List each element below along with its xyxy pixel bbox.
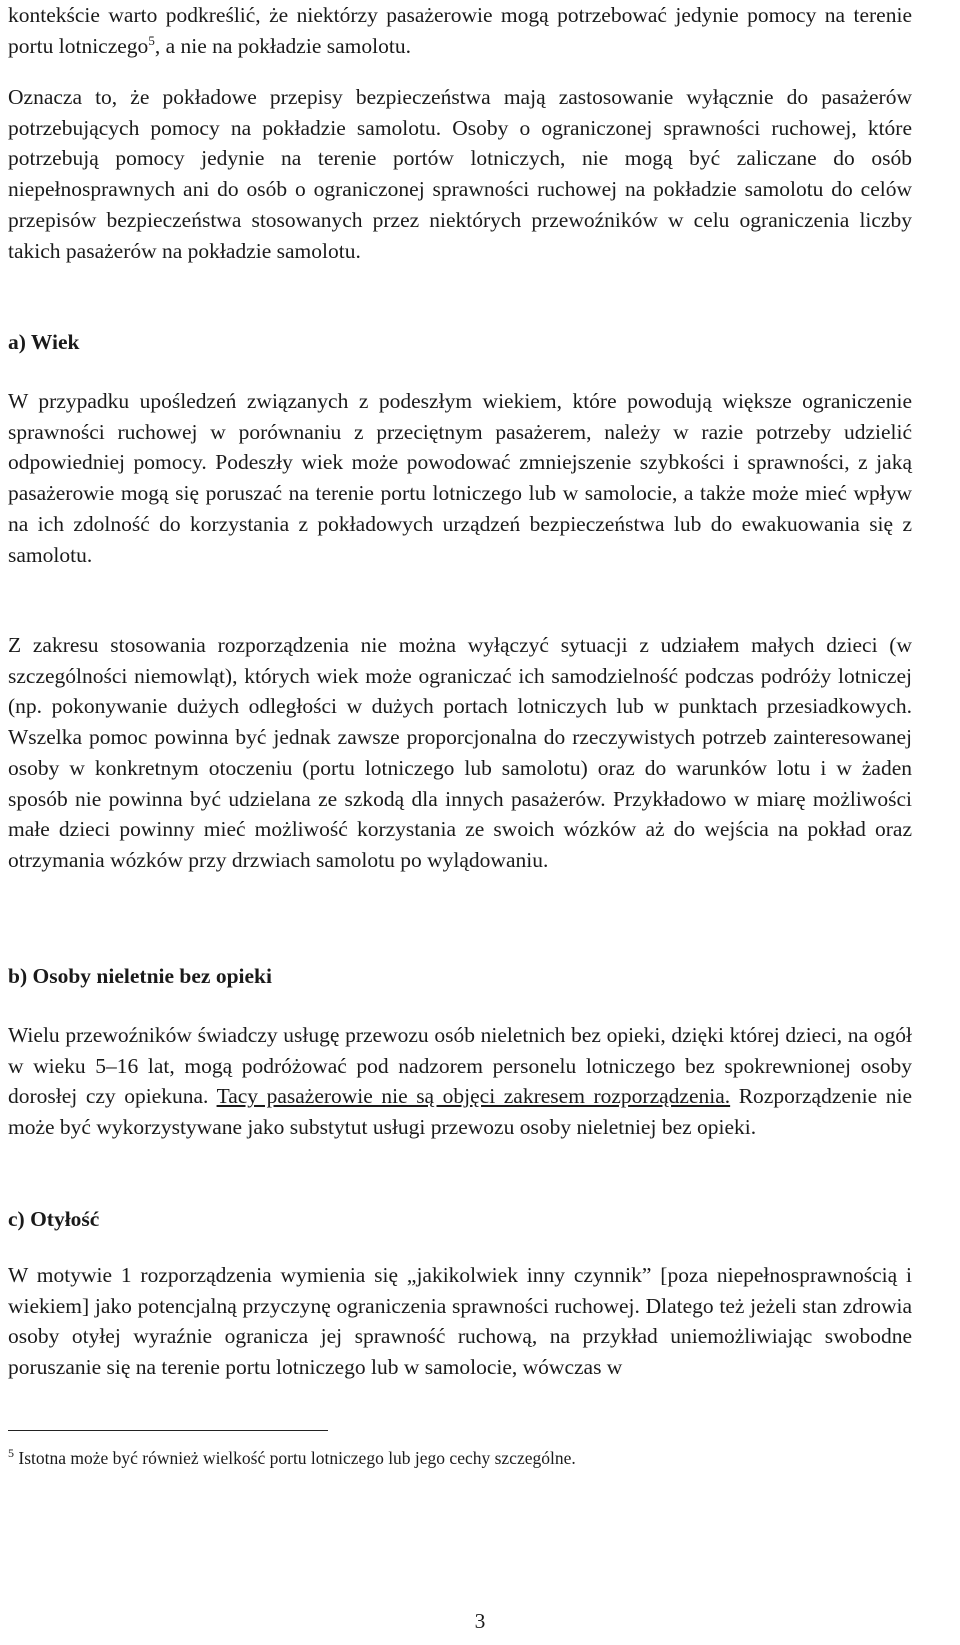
underlined-statement: Tacy pasażerowie nie są objęci zakresem rozporządzenia. [216, 1084, 731, 1109]
paragraph-unaccompanied-minors [8, 1020, 912, 1143]
footnote-reference[interactable]: 5 [148, 32, 155, 48]
paragraph-small-children: Z zakresu stosowania rozporządzenia nie można wyłączyć sytuacji z udziałem małych dzieci (w szczególności niemowląt), których wiek może ograniczać ich samodzielność podczas podróży lotniczej (np. pokonywanie dużych odległości w dużych portach lotniczych lub w punktach przesiadkowych. Wszelka pomoc powinna być jednak zawsze proporcjonalna do rzeczywistych potrzeb zainteresowanej osoby w konkretnym otoczeniu (portu lotniczego lub samolotu) oraz do warunków lotu i w żaden sposób nie powinna być udzielana ze szkodą dla innych pasażerów. Przykładowo w miarę możliwości małe dzieci powinny mieć możliwość korzystania ze swoich wózków aż do wejścia na pokład oraz otrzymania wózków przy drzwiach samolotu po wylądowaniu. [8, 633, 912, 872]
footnote-text: Istotna może być również wielkość portu lotniczego lub jego cechy szczególne. [14, 1448, 576, 1468]
footnote-number: 5 [8, 1446, 14, 1461]
section-heading-unaccompanied-minors: b) Osoby nieletnie bez opieki [8, 964, 272, 988]
section-heading-age: a) Wiek [8, 330, 80, 354]
page-number: 3 [474, 1609, 486, 1633]
paragraph-age: W przypadku upośledzeń związanych z podeszłym wiekiem, które powodują większe ograniczenie sprawności ruchowej w porównaniu z przeciętnym pasażerem, należy w razie potrzeby udzielić odpowiedniej pomocy. Podeszły wiek może powodować zmniejszenie szybkości i sprawności, z jaką pasażerowie mogą się poruszać na terenie portu lotniczego lub w samolocie, a także może mieć wpływ na ich zdolność do korzystania z pokładowych urządzeń bezpieczeństwa lub do ewakuowania się z samolotu. [8, 389, 912, 567]
paragraph-minors-text-end: Rozporządzenie nie może być wykorzystywane jako substytut usługi przewozu osoby nieletniej bez opieki. [8, 1084, 912, 1140]
section-heading-obesity: c) Otyłość [8, 1207, 100, 1231]
paragraph-safety-rules: Oznacza to, że pokładowe przepisy bezpieczeństwa mają zastosowanie wyłącznie do pasażerów potrzebujących pomocy na pokładzie samolotu. Osoby o ograniczonej sprawności ruchowej, które potrzebują pomocy jedynie na terenie portów lotniczych, nie mogą być zaliczane do osób niepełnosprawnych ani do osób o ograniczonej sprawności ruchowej na pokładzie samolotu do celów przepisów bezpieczeństwa stosowanych przez niektórych przewoźników w celu ograniczenia liczby takich pasażerów na pokładzie samolotu. [8, 85, 912, 263]
footnote-separator [8, 1430, 328, 1431]
paragraph-minors-text: Wielu przewoźników świadczy usługę przewozu osób nieletnich bez opieki, dzięki której dzieci, na ogół w wieku 5–16 lat, mogą podróżować pod nadzorem personelu lotniczego bez spokrewnionej osoby dorosłej czy opiekuna. [8, 1023, 912, 1109]
paragraph-intro [8, 0, 912, 61]
paragraph-intro-text: kontekście warto podkreślić, że niektórzy pasażerowie mogą potrzebować jedynie pomocy na terenie portu lotniczego [8, 3, 912, 58]
paragraph-intro-text-end: , a nie na pokładzie samolotu. [154, 33, 411, 58]
paragraph-obesity: W motywie 1 rozporządzenia wymienia się „jakikolwiek inny czynnik” [poza niepełnosprawnością i wiekiem] jako potencjalną przyczynę ograniczenia sprawności ruchowej. Dlatego też jeżeli stan zdrowia osoby otyłej wyraźnie ogranicza jej sprawność ruchową, na przykład uniemożliwiając swobodne poruszanie się na terenie portu lotniczego lub w samolocie, wówczas w [8, 1263, 912, 1380]
footnote [8, 1446, 912, 1470]
